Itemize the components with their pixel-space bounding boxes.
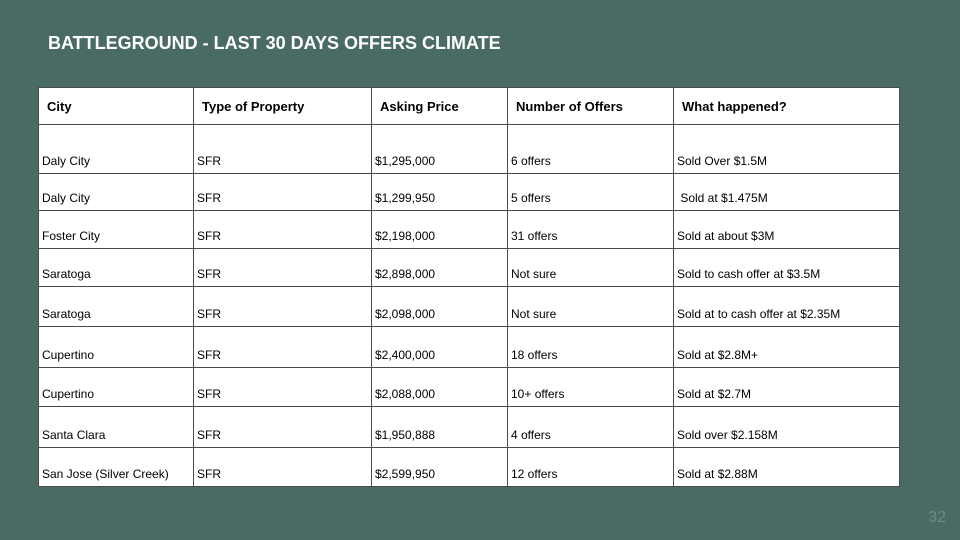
cell-outcome: Sold at $2.88M — [674, 448, 900, 487]
cell-outcome: Sold at about $3M — [674, 211, 900, 249]
cell-outcome: Sold at $2.8M+ — [674, 327, 900, 368]
cell-offers: 5 offers — [508, 174, 674, 211]
cell-city: Saratoga — [39, 287, 194, 327]
cell-property-type: SFR — [194, 125, 372, 174]
table-row — [39, 448, 900, 487]
cell-asking-price: $2,599,950 — [372, 448, 508, 487]
cell-city: San Jose (Silver Creek) — [39, 448, 194, 487]
cell-outcome: Sold at $1.475M — [674, 174, 900, 211]
table-row — [39, 327, 900, 368]
cell-city: Saratoga — [39, 249, 194, 287]
cell-outcome: Sold at to cash offer at $2.35M — [674, 287, 900, 327]
slide-title: BATTLEGROUND - LAST 30 DAYS OFFERS CLIMATE — [48, 33, 501, 53]
cell-city: Santa Clara — [39, 407, 194, 448]
table-header-row — [39, 88, 900, 125]
header-asking-price: Asking Price — [372, 88, 508, 125]
cell-offers: 4 offers — [508, 407, 674, 448]
table-row — [39, 174, 900, 211]
header-type-of-property: Type of Property — [194, 88, 372, 125]
cell-outcome: Sold at $2.7M — [674, 368, 900, 407]
cell-city: Cupertino — [39, 327, 194, 368]
table-row — [39, 287, 900, 327]
cell-asking-price: $1,295,000 — [372, 125, 508, 174]
table-row — [39, 211, 900, 249]
cell-property-type: SFR — [194, 368, 372, 407]
header-what-happened: What happened? — [674, 88, 900, 125]
cell-outcome: Sold Over $1.5M — [674, 125, 900, 174]
cell-outcome: Sold to cash offer at $3.5M — [674, 249, 900, 287]
cell-property-type: SFR — [194, 287, 372, 327]
cell-asking-price: $2,400,000 — [372, 327, 508, 368]
cell-property-type: SFR — [194, 249, 372, 287]
table-row — [39, 368, 900, 407]
cell-offers: 10+ offers — [508, 368, 674, 407]
cell-asking-price: $2,098,000 — [372, 287, 508, 327]
cell-offers: 6 offers — [508, 125, 674, 174]
cell-asking-price: $2,898,000 — [372, 249, 508, 287]
cell-property-type: SFR — [194, 327, 372, 368]
cell-asking-price: $2,088,000 — [372, 368, 508, 407]
offers-table — [38, 87, 900, 487]
cell-city: Foster City — [39, 211, 194, 249]
cell-property-type: SFR — [194, 448, 372, 487]
cell-property-type: SFR — [194, 174, 372, 211]
header-number-of-offers: Number of Offers — [508, 88, 674, 125]
cell-asking-price: $1,950,888 — [372, 407, 508, 448]
cell-property-type: SFR — [194, 407, 372, 448]
cell-asking-price: $1,299,950 — [372, 174, 508, 211]
table-row — [39, 249, 900, 287]
cell-asking-price: $2,198,000 — [372, 211, 508, 249]
cell-outcome: Sold over $2.158M — [674, 407, 900, 448]
header-city: City — [39, 88, 194, 125]
cell-offers: Not sure — [508, 287, 674, 327]
page-number: 32 — [928, 509, 946, 526]
cell-city: Daly City — [39, 174, 194, 211]
cell-offers: 12 offers — [508, 448, 674, 487]
cell-city: Cupertino — [39, 368, 194, 407]
cell-city: Daly City — [39, 125, 194, 174]
cell-offers: 31 offers — [508, 211, 674, 249]
table-row — [39, 125, 900, 174]
table-row — [39, 407, 900, 448]
cell-property-type: SFR — [194, 211, 372, 249]
cell-offers: 18 offers — [508, 327, 674, 368]
cell-offers: Not sure — [508, 249, 674, 287]
